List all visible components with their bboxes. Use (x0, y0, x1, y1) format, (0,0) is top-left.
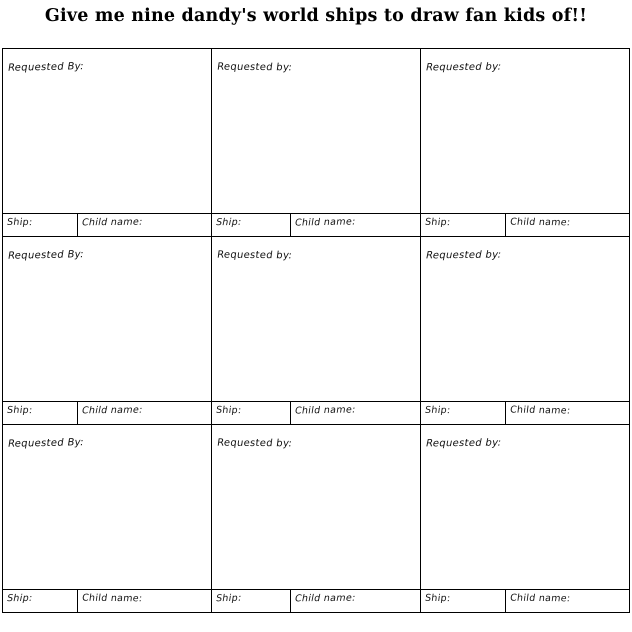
ship-field[interactable] (7, 398, 32, 417)
child-name-field[interactable] (82, 586, 142, 605)
child-name-label: Child name: (509, 592, 572, 605)
requested-by-label: Requested By: (7, 61, 85, 74)
child-name-field[interactable] (82, 210, 142, 229)
footer-vertical-divider (505, 589, 506, 612)
child-name-field[interactable] (510, 398, 570, 417)
ship-field[interactable] (425, 586, 450, 605)
template-cell[interactable] (3, 237, 212, 425)
ship-label: Ship: (424, 592, 452, 605)
ship-field[interactable] (425, 398, 450, 417)
template-cell[interactable] (3, 49, 212, 237)
requested-by-field[interactable] (217, 55, 292, 74)
child-name-label: Child name: (80, 404, 144, 417)
ship-field[interactable] (216, 398, 241, 417)
requested-by-field[interactable] (217, 431, 292, 450)
requested-by-field[interactable] (8, 431, 84, 450)
template-cell[interactable] (3, 425, 212, 613)
footer-vertical-divider (77, 401, 78, 424)
template-grid (2, 48, 630, 613)
child-name-field[interactable] (510, 210, 570, 229)
requested-by-label: Requested By: (7, 249, 85, 262)
requested-by-field[interactable] (8, 55, 84, 74)
requested-by-field[interactable] (426, 55, 501, 74)
ship-field[interactable] (7, 210, 32, 229)
ship-field[interactable] (425, 210, 450, 229)
footer-vertical-divider (77, 589, 78, 612)
template-cell[interactable] (212, 237, 421, 425)
child-name-label: Child name: (509, 216, 572, 229)
child-name-field[interactable] (295, 398, 355, 417)
template-cell[interactable] (212, 425, 421, 613)
ship-label: Ship: (6, 404, 34, 417)
requested-by-label: Requested by: (216, 437, 293, 450)
child-name-field[interactable] (295, 210, 355, 229)
ship-field[interactable] (7, 586, 32, 605)
requested-by-label: Requested by: (216, 249, 293, 262)
requested-by-field[interactable] (426, 431, 501, 450)
child-name-label: Child name: (81, 592, 144, 605)
child-name-label: Child name: (509, 404, 572, 417)
ship-label: Ship: (215, 404, 243, 417)
child-name-label: Child name: (80, 216, 144, 229)
requested-by-label: Requested by: (216, 61, 293, 74)
footer-vertical-divider (290, 589, 291, 612)
child-name-field[interactable] (82, 398, 142, 417)
requested-by-label: Requested by: (424, 249, 503, 262)
template-cell[interactable] (421, 49, 630, 237)
ship-label: Ship: (214, 216, 243, 229)
ship-field[interactable] (216, 210, 241, 229)
child-name-label: Child name: (293, 592, 357, 605)
template-cell[interactable] (212, 49, 421, 237)
requested-by-label: Requested by: (424, 437, 503, 450)
ship-label: Ship: (424, 216, 452, 229)
footer-vertical-divider (77, 213, 78, 236)
page-title: Give me nine dandy's world ships to draw fan kids of!! (44, 6, 588, 26)
ship-label: Ship: (5, 592, 34, 605)
requested-by-field[interactable] (426, 243, 501, 262)
requested-by-label: Requested by: (424, 61, 503, 74)
ship-label: Ship: (215, 592, 243, 605)
ship-label: Ship: (424, 404, 452, 417)
footer-vertical-divider (290, 401, 291, 424)
template-cell[interactable] (421, 237, 630, 425)
footer-vertical-divider (505, 213, 506, 236)
child-name-field[interactable] (295, 586, 355, 605)
child-name-label: Child name: (294, 404, 357, 417)
ship-field[interactable] (216, 586, 241, 605)
requested-by-field[interactable] (8, 243, 84, 262)
ship-label: Ship: (6, 216, 34, 229)
template-cell[interactable] (421, 425, 630, 613)
requested-by-field[interactable] (217, 243, 292, 262)
child-name-label: Child name: (294, 216, 357, 229)
footer-vertical-divider (290, 213, 291, 236)
child-name-field[interactable] (510, 586, 570, 605)
requested-by-label: Requested By: (7, 437, 85, 450)
footer-vertical-divider (505, 401, 506, 424)
